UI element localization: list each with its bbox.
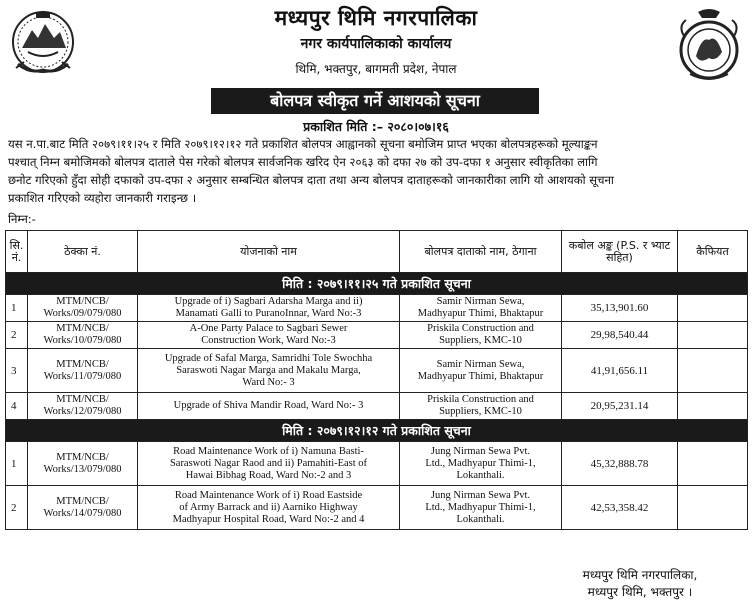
cell-bidder: [400, 393, 562, 420]
cell-project: [138, 486, 400, 530]
cell-bidder-line: Priskila Construction and: [427, 323, 534, 334]
cell-contract-line: Works/13/079/080: [43, 463, 122, 475]
cell-project-line: of Army Barrack and ii) Aarniko Highway: [179, 501, 358, 513]
cell-bidder-line: Madhyapur Thimi, Bhaktapur: [417, 370, 544, 382]
cell-remarks: [678, 295, 748, 322]
cell-remarks: [678, 393, 748, 420]
cell-amount: 35,13,901.60: [562, 295, 678, 322]
cell-bidder-line: Samir Nirman Sewa,: [436, 358, 525, 370]
cell-contract: [28, 393, 138, 420]
cell-contract: [28, 295, 138, 322]
cell-contract-line: MTM/NCB/: [56, 394, 109, 405]
table-header-row: [6, 231, 748, 273]
signature-line: मध्यपुर थिमि नगरपालिका,: [582, 568, 698, 582]
section-header-row: [6, 273, 748, 295]
cell-contract-line: Works/11/079/080: [43, 370, 122, 382]
cell-sn: 1: [6, 442, 28, 486]
table-row: [6, 393, 748, 420]
cell-remarks: [678, 349, 748, 393]
cell-sn: 2: [6, 322, 28, 349]
cell-bidder-line: Ltd., Madhyapur Thimi-1,: [425, 457, 536, 469]
cell-project-line: Ward No:- 3: [242, 376, 295, 388]
table-row: [6, 349, 748, 393]
cell-contract: [28, 486, 138, 530]
header-project: योजनाको नाम: [138, 231, 400, 273]
table-row: [6, 486, 748, 530]
office-address: थिमि, भक्तपुर, बागमती प्रदेश, नेपाल: [295, 62, 457, 76]
cell-bidder-line: Ltd., Madhyapur Thimi-1,: [425, 501, 536, 513]
cell-contract: [28, 322, 138, 349]
header-amount: कबोल अङ्क (P.S. र भ्याट सहित): [562, 231, 678, 273]
cell-contract-line: Works/09/079/080: [43, 308, 122, 319]
cell-bidder-line: Jung Nirman Sewa Pvt.: [430, 489, 531, 501]
cell-sn: 1: [6, 295, 28, 322]
body-line: प्रकाशित गरिएको व्यहोरा जानकारी गराइन्छ ।: [8, 191, 197, 205]
cell-contract-line: MTM/NCB/: [56, 495, 109, 507]
cell-project-line: A-One Party Palace to Sagbari Sewer: [189, 323, 348, 334]
cell-project-line: Hawai Bibhag Road, Ward No:-2 and 3: [185, 469, 352, 481]
cell-project: [138, 322, 400, 349]
cell-bidder: [400, 295, 562, 322]
cell-project-line: Road Maintenance Work of i) Namuna Basti-: [173, 445, 364, 457]
table-row: [6, 295, 748, 322]
office-title: मध्यपुर थिमि नगरपालिका: [274, 6, 478, 30]
cell-project-line: Construction Work, Ward No:-3: [201, 335, 336, 346]
cell-bidder-line: Lokanthali.: [456, 469, 505, 481]
cell-remarks: [678, 486, 748, 530]
cell-project-line: Upgrade of Safal Marga, Samridhi Tole Swochha: [164, 352, 373, 364]
cell-bidder-line: Suppliers, KMC-10: [439, 335, 522, 346]
office-subtitle: नगर कार्यपालिकाको कार्यालय: [300, 36, 452, 52]
as-follows-label: निम्न:-: [8, 212, 36, 226]
cell-amount: 45,32,888.78: [562, 442, 678, 486]
cell-bidder: [400, 349, 562, 393]
body-line: यस न.पा.बाट मिति २०७९।११।२५ र मिति २०७९।१२।१२ गते प्रकाशित बोलपत्र आह्वानको सूचना बमोजिम प्राप्त भएका बोलपत्रहरूको मूल्याङ्कन: [8, 137, 598, 151]
cell-project: [138, 442, 400, 486]
cell-project-line: Upgrade of i) Sagbari Adarsha Marga and ii): [174, 296, 363, 307]
cell-project-line: Madhyapur Hospital Road, Ward No:-2 and 4: [172, 513, 365, 525]
cell-bidder-line: Suppliers, KMC-10: [439, 406, 522, 417]
cell-contract-line: MTM/NCB/: [56, 451, 109, 463]
cell-contract-line: MTM/NCB/: [56, 323, 109, 334]
cell-project-line: Upgrade of Shiva Mandir Road, Ward No:- 3: [173, 400, 364, 411]
notice-title: बोलपत्र स्वीकृत गर्ने आशयको सूचना: [211, 88, 539, 114]
cell-contract-line: Works/10/079/080: [43, 335, 122, 346]
cell-amount: 42,53,358.42: [562, 486, 678, 530]
cell-bidder-line: Priskila Construction and: [427, 394, 534, 405]
cell-contract-line: Works/14/079/080: [43, 507, 122, 519]
signature-block: [540, 567, 740, 601]
cell-contract-line: MTM/NCB/: [56, 358, 109, 370]
cell-project: [138, 393, 400, 420]
header-contract: ठेक्का नं.: [28, 231, 138, 273]
header-sn: सि. नं.: [6, 231, 28, 273]
cell-project-line: Saraswoti Nagar Marga and Makalu Marga,: [176, 364, 361, 376]
cell-bidder-line: Jung Nirman Sewa Pvt.: [430, 445, 531, 457]
cell-contract: [28, 442, 138, 486]
cell-project-line: Road Maintenance Work of i) Road Eastside: [174, 489, 363, 501]
body-line: पश्चात् निम्न बमोजिमको बोलपत्र दाताले पेस गरेको बोलपत्र सार्वजनिक खरिद ऐन २०६३ को दफा २७ को उप-दफा १ अनुसार स्वीकृतिका लागि: [8, 155, 598, 169]
cell-amount: 29,98,540.44: [562, 322, 678, 349]
cell-project-line: Manamati Galli to PuranoInnar, Ward No:-3: [175, 308, 362, 319]
cell-bidder-line: Lokanthali.: [456, 513, 505, 525]
cell-remarks: [678, 322, 748, 349]
cell-contract-line: MTM/NCB/: [56, 296, 109, 307]
table-row: [6, 442, 748, 486]
section-title: मिति : २०७९।१२।१२ गते प्रकाशित सूचना: [6, 420, 748, 442]
published-date: प्रकाशित मिति :– २०८०।०७।१६: [303, 119, 449, 134]
cell-amount: 20,95,231.14: [562, 393, 678, 420]
cell-project: [138, 349, 400, 393]
cell-sn: 2: [6, 486, 28, 530]
cell-remarks: [678, 442, 748, 486]
cell-project-line: Saraswoti Nagar Raod and ii) Pamahiti-East of: [169, 457, 368, 469]
cell-amount: 41,91,656.11: [562, 349, 678, 393]
body-line: छनोट गरिएको हुँदा सोही दफाको उप-दफा २ अनुसार सम्बन्धित बोलपत्र दाता तथा अन्य बोलपत्र दाताहरूको जानकारीका लागि यो आशयको सूचना: [8, 173, 614, 187]
cell-bidder-line: Samir Nirman Sewa,: [436, 296, 525, 307]
section-title: मिति : २०७९।११।२५ गते प्रकाशित सूचना: [6, 273, 748, 295]
cell-bidder: [400, 486, 562, 530]
notice-body: [8, 135, 744, 207]
cell-bidder: [400, 442, 562, 486]
cell-bidder-line: Madhyapur Thimi, Bhaktapur: [417, 308, 544, 319]
bid-table: [5, 230, 748, 530]
cell-sn: 4: [6, 393, 28, 420]
cell-bidder: [400, 322, 562, 349]
header-remarks: कैफियत: [678, 231, 748, 273]
table-row: [6, 322, 748, 349]
cell-project: [138, 295, 400, 322]
header-bidder: बोलपत्र दाताको नाम, ठेगाना: [400, 231, 562, 273]
cell-sn: 3: [6, 349, 28, 393]
section-header-row: [6, 420, 748, 442]
signature-line: मध्यपुर थिमि, भक्तपुर ।: [587, 585, 693, 599]
cell-contract-line: Works/12/079/080: [43, 406, 122, 417]
cell-contract: [28, 349, 138, 393]
